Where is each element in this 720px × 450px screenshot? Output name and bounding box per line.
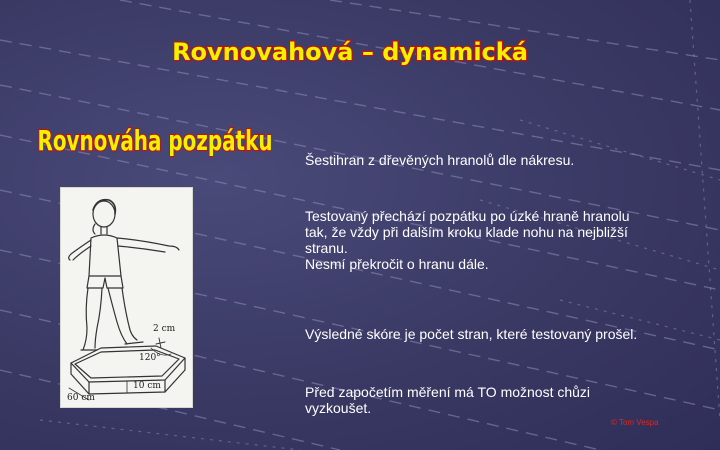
label-2cm: 2 cm [153,324,176,334]
child-on-hexagon-beam-drawing [61,188,192,407]
paragraph-setup: Šestihran z dřevěných hranolů dle nákresu. [305,152,575,168]
paragraph-scoring: Výsledné skóre je počet stran, které testovaný prošel. [305,326,638,342]
balance-beam-illustration [60,187,193,408]
label-60cm: 60 cm [67,393,95,403]
svg-text:Rovnovahová – dynamická: Rovnovahová – dynamická [172,38,528,66]
paragraph-procedure: Testovaný přechází pozpátku po úzké hraně hranolu tak, že vždy při dalším kroku klade nohu na nejbližší stranu. Nesmí překročit o hranu dále. [305,208,630,272]
paragraph-practice: Před započetím měření má TO možnost chůzi vyzkoušet. [305,384,591,416]
subtitle [30,118,290,164]
main-title [150,30,550,70]
label-120-degrees: 120° [139,353,161,363]
label-10cm: 10 cm [133,381,161,391]
copyright-notice: © Tom Vespa [611,418,659,427]
svg-text:Rovnováha pozpátku: Rovnováha pozpátku [37,124,273,157]
